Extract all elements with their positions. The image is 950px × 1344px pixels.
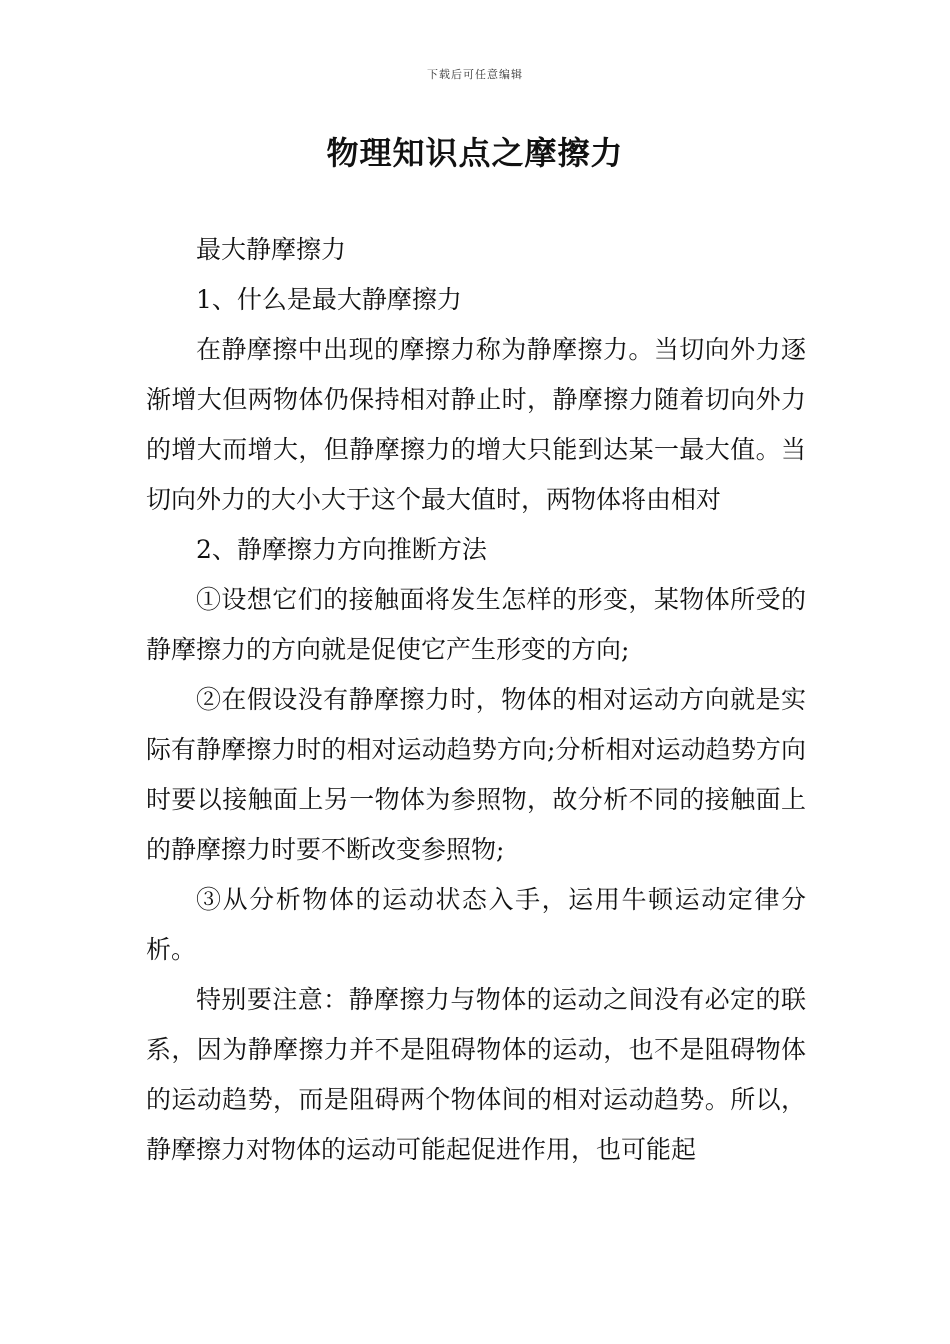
document-body	[146, 225, 806, 1175]
paragraph: 2、静摩擦力方向推断方法	[196, 535, 487, 564]
paragraph: ③从分析物体的运动状态入手，运用牛顿运动定律分析。	[146, 885, 806, 964]
paragraph: ①设想它们的接触面将发生怎样的形变，某物体所受的静摩擦力的方向就是促使它产生形变的方向;	[146, 585, 806, 664]
paragraph: 在静摩擦中出现的摩擦力称为静摩擦力。当切向外力逐渐增大但两物体仍保持相对静止时，静摩擦力随着切向外力的增大而增大，但静摩擦力的增大只能到达某一最大值。当切向外力的大小大于这个最大值时，两物体将由相对	[146, 335, 806, 514]
paragraph: ②在假设没有静摩擦力时，物体的相对运动方向就是实际有静摩擦力时的相对运动趋势方向;分析相对运动趋势方向时要以接触面上另一物体为参照物，故分析不同的接触面上的静摩擦力时要不断改变参照物;	[146, 685, 806, 864]
paragraph: 1、什么是最大静摩擦力	[196, 285, 462, 314]
paragraph: 最大静摩擦力	[196, 235, 347, 264]
document-title: 物理知识点之摩擦力	[326, 134, 624, 172]
paragraph: 特别要注意：静摩擦力与物体的运动之间没有必定的联系，因为静摩擦力并不是阻碍物体的运动，也不是阻碍物体的运动趋势，而是阻碍两个物体间的相对运动趋势。所以，静摩擦力对物体的运动可能起促进作用，也可能起	[146, 985, 806, 1164]
header-note: 下载后可任意编辑	[427, 68, 523, 81]
